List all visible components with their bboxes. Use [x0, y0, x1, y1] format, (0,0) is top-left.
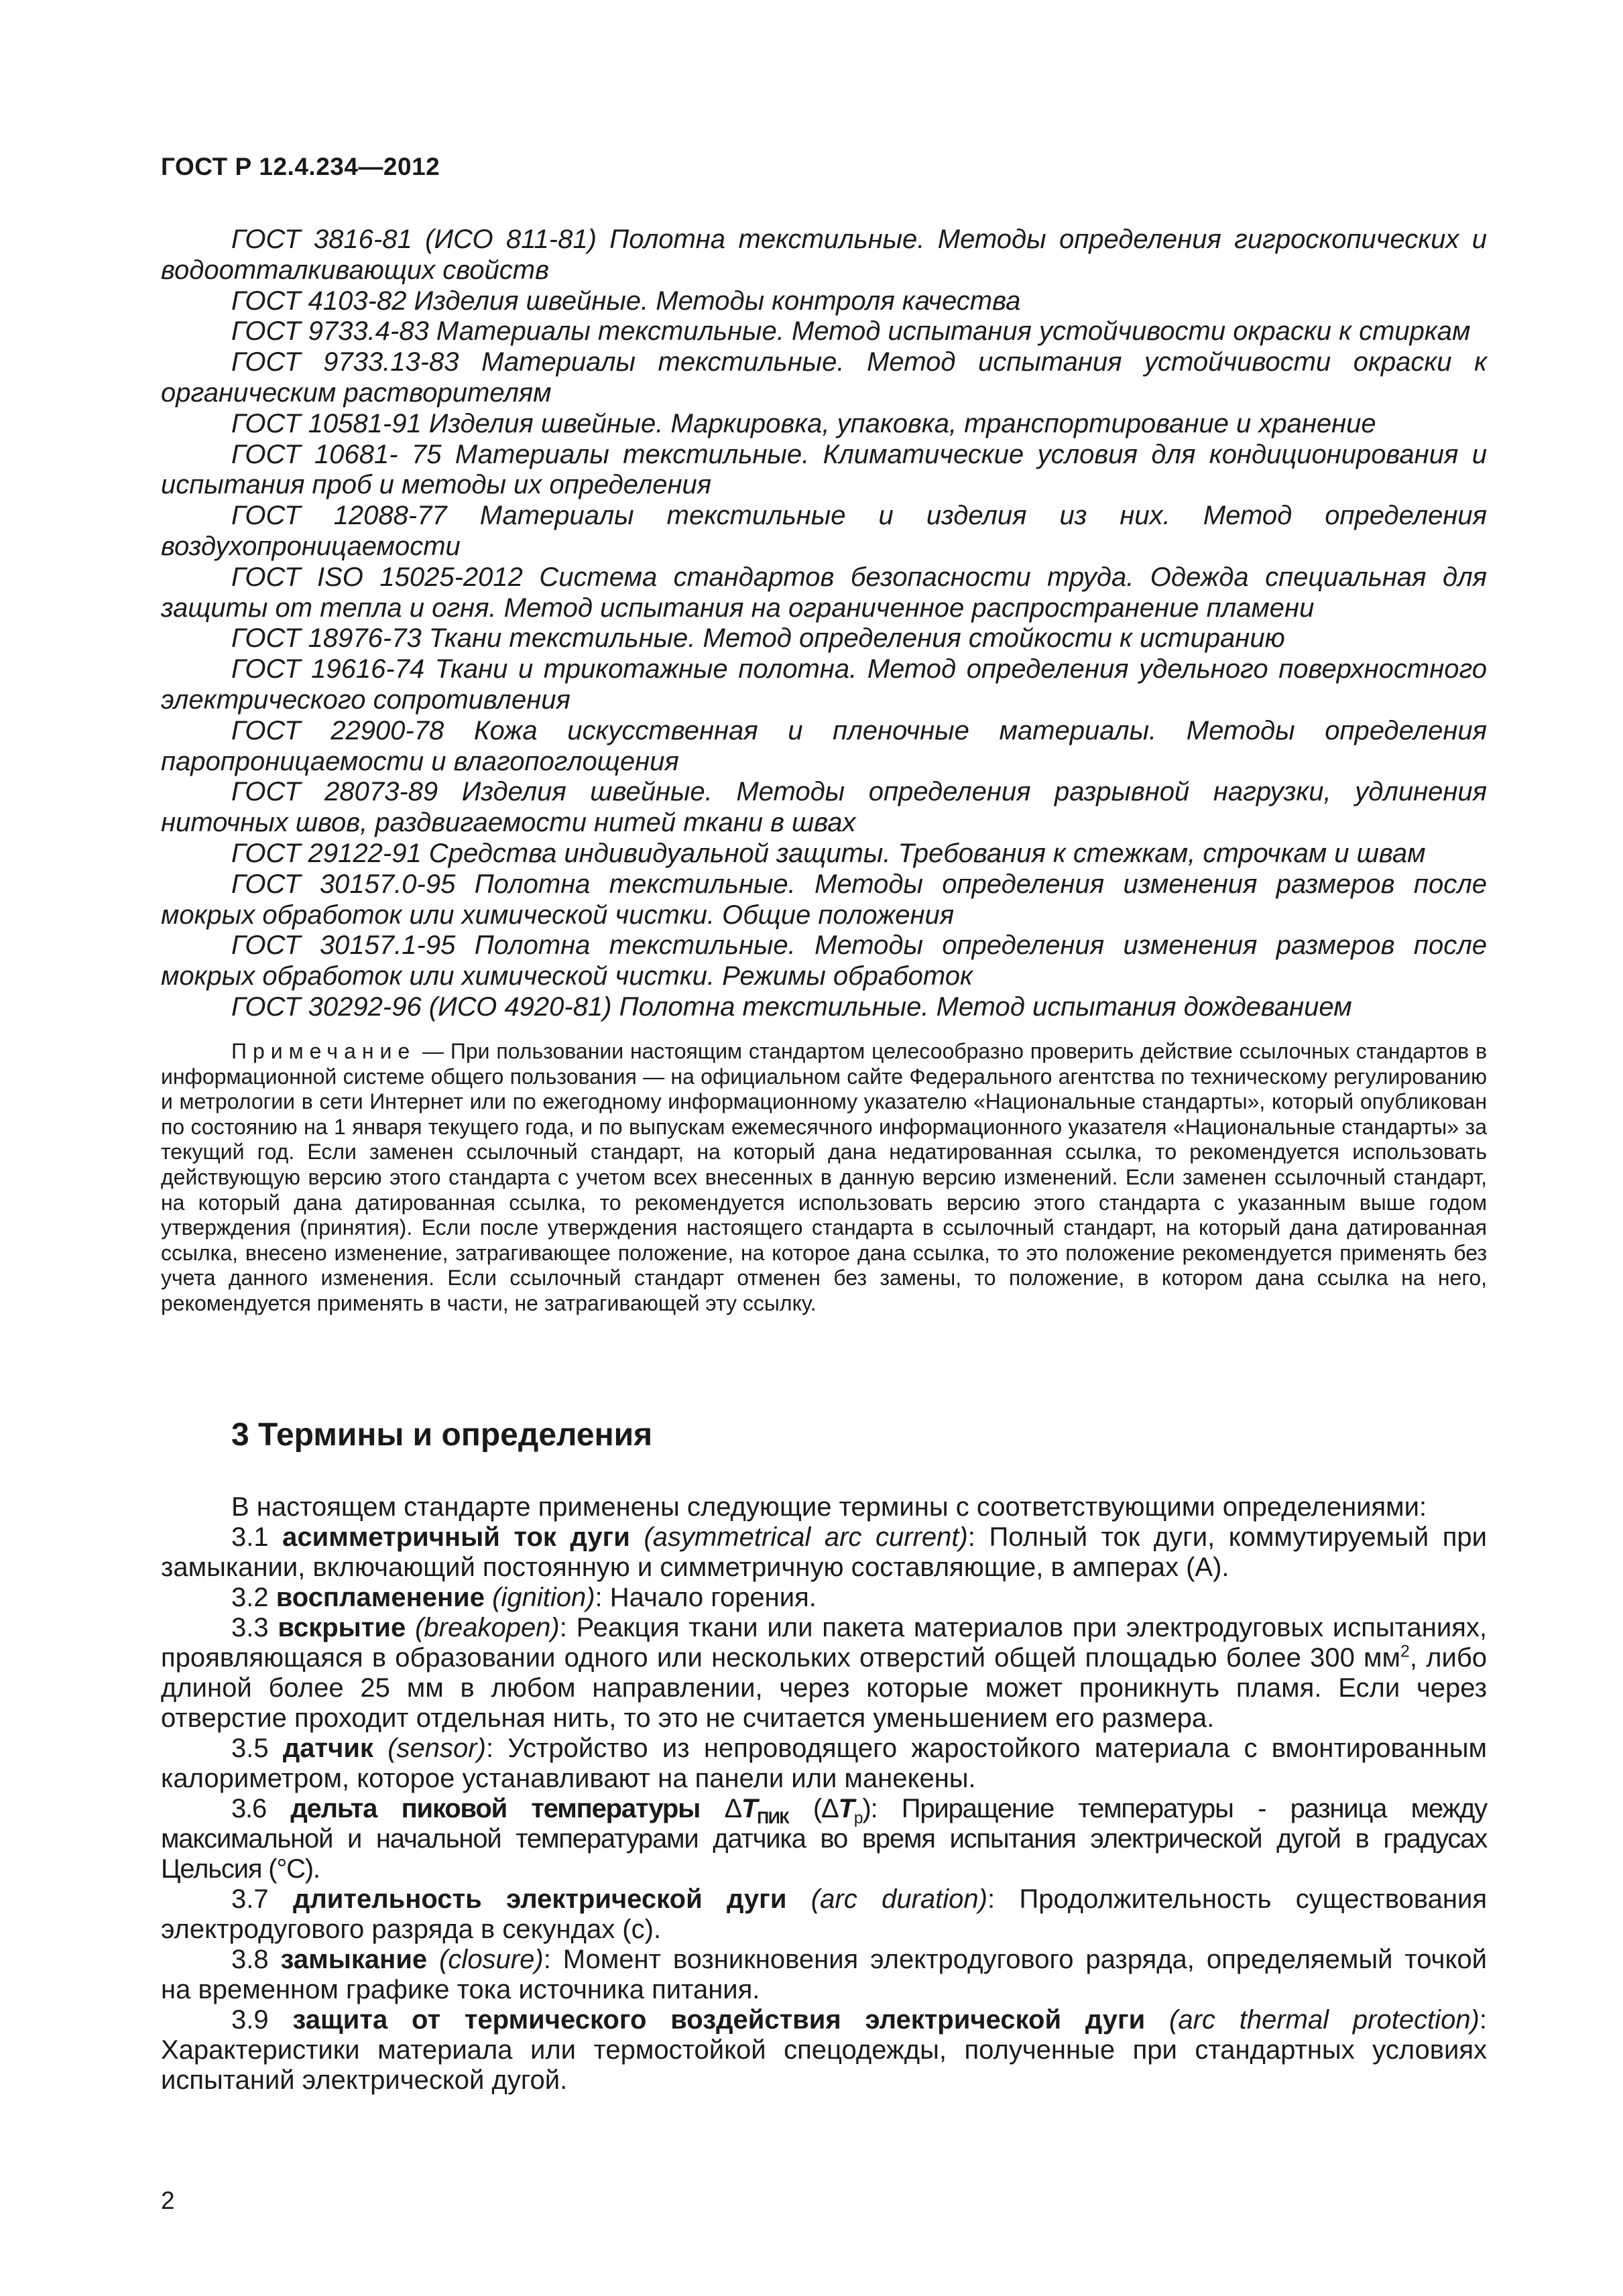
reference-item: ГОСТ ISO 15025-2012 Система стандартов безопасности труда. Одежда специальная для защиты от тепла и огня. Метод испытания на ограниченное распространение пламени: [161, 562, 1487, 623]
term-name: вскрытие: [278, 1613, 406, 1642]
term-definition-cont: , либо длиной более 25 мм в любом направлении, через которые может проникнуть пламя. Если через отверстие проходит отдельная нить, то это не считается уменьшением его размера.: [161, 1643, 1487, 1733]
term-name: замыкание: [280, 1945, 428, 1974]
terms-definitions: [161, 1492, 1487, 2096]
term-name: защита от термического воздействия электрической дуги: [292, 2005, 1146, 2035]
note-dash: —: [416, 1039, 450, 1063]
note-paragraph: [161, 1039, 1487, 1317]
reference-item: ГОСТ 12088-77 Материалы текстильные и изделия из них. Метод определения воздухопроницаемости: [161, 501, 1487, 561]
term-definition: : Продолжительность существования электродугового разряда в секундах (с).: [161, 1884, 1488, 1944]
terms-intro: В настоящем стандарте применены следующие термины с соответствующими определениями:: [231, 1492, 1427, 1522]
temperature-symbol: T: [741, 1794, 758, 1823]
term-english: (sensor): [373, 1734, 486, 1763]
reference-item: ГОСТ 10681- 75 Материалы текстильные. Климатические условия для кондиционирования и испытания проб и методы их определения: [161, 439, 1487, 500]
reference-item: ГОСТ 22900-78 Кожа искусственная и пленочные материалы. Методы определения паропроницаемости и влагопоглощения: [161, 715, 1487, 776]
term-number: 3.5: [231, 1734, 283, 1763]
term-number: 3.9: [231, 2005, 293, 2035]
reference-item: ГОСТ 4103-82 Изделия швейные. Методы контроля качества: [231, 286, 1021, 316]
term-definition: : Характеристики материала или термостойкой спецодежды, полученные при стандартных условиях испытаний электрической дугой.: [161, 2005, 1488, 2095]
reference-item: ГОСТ 30292-96 (ИСО 4920-81) Полотна текстильные. Метод испытания дождеванием: [231, 991, 1352, 1022]
reference-item: ГОСТ 18976-73 Ткани текстильные. Метод определения стойкости к истиранию: [231, 623, 1285, 654]
document-code: ГОСТ Р 12.4.234—2012: [161, 153, 440, 180]
note-label: Примечание: [231, 1039, 416, 1063]
term-entry: [161, 1734, 1487, 1794]
term-entry: [161, 1884, 1487, 1945]
paren-close: ): [862, 1794, 871, 1823]
term-definition: : Устройство из непроводящего жаростойкого материала с вмонтированным калориметром, которое устанавливают на панели или манекены.: [161, 1734, 1488, 1793]
term-number: 3.8: [231, 1945, 281, 1974]
section-heading: 3 Термины и определения: [231, 1417, 653, 1453]
reference-item: ГОСТ 3816-81 (ИСО 811-81) Полотна текстильные. Методы определения гигроскопических и водоотталкивающих свойств: [161, 225, 1487, 285]
term-name: воспламенение: [276, 1583, 485, 1612]
term-english: (closure): [427, 1945, 544, 1974]
term-name: асимметричный ток дуги: [282, 1522, 630, 1552]
paren-open: (Δ: [788, 1794, 839, 1823]
reference-item: ГОСТ 30157.1-95 Полотна текстильные. Методы определения изменения размеров после мокрых обработок или химической чистки. Режимы обработок: [161, 930, 1487, 991]
term-entry: [161, 1945, 1487, 2005]
normative-references-list: [161, 225, 1487, 1023]
term-entry: [161, 1583, 1487, 1613]
term-definition: : Начало горения.: [595, 1583, 817, 1612]
term-entry: [161, 1522, 1487, 1583]
term-definition: : Приращение температуры - разница между максимальной и начальной температурами датчика во время испытания электрической дугой в градусах Цельсия (°С).: [161, 1794, 1487, 1884]
reference-item: ГОСТ 9733.4-83 Материалы текстильные. Метод испытания устойчивости окраски к стиркам: [231, 316, 1471, 347]
term-english: (asymmetrical arc current): [629, 1522, 968, 1552]
references-note: [161, 1039, 1487, 1317]
reference-item: ГОСТ 30157.0-95 Полотна текстильные. Методы определения изменения размеров после мокрых обработок или химической чистки. Общие положения: [161, 869, 1487, 930]
term-entry: [161, 1794, 1487, 1884]
term-definition: : Момент возникновения электродугового разряда, определяемый точкой на временном графике тока источника питания.: [161, 1945, 1488, 2004]
subscript-r: р: [853, 1809, 863, 1827]
term-number: 3.1: [231, 1522, 283, 1552]
term-entry: [161, 2005, 1487, 2096]
page-number: 2: [161, 2187, 175, 2214]
reference-item: ГОСТ 9733.13-83 Материалы текстильные. Метод испытания устойчивости окраски к органическим растворителям: [161, 347, 1487, 408]
term-number: 3.3: [231, 1613, 278, 1642]
term-english: (ignition): [485, 1583, 595, 1612]
term-definition: : Полный ток дуги, коммутируемый при замыкании, включающий постоянную и симметричную составляющие, в амперах (А).: [161, 1522, 1488, 1582]
term-english: (breakopen): [406, 1613, 560, 1642]
term-name: длительность электрической дуги: [293, 1884, 787, 1914]
term-number: 3.7: [231, 1884, 293, 1914]
term-name: датчик: [282, 1734, 373, 1763]
term-number: 3.2: [231, 1583, 276, 1612]
reference-item: ГОСТ 28073-89 Изделия швейные. Методы определения разрывной нагрузки, удлинения ниточных швов, раздвигаемости нитей ткани в швах: [161, 777, 1487, 838]
term-english: (arc thermal protection): [1145, 2005, 1480, 2035]
reference-item: ГОСТ 19616-74 Ткани и трикотажные полотна. Метод определения удельного поверхностного электрического сопротивления: [161, 654, 1487, 715]
term-definition: : Реакция ткани или пакета материалов при электродуговых испытаниях, проявляющаяся в образовании одного или нескольких отверстий общей площадью более 300 мм: [161, 1613, 1487, 1673]
note-text: При пользовании настоящим стандартом целесообразно проверить действие ссылочных стандартов в информационной системе общего пользования — на официальном сайте Федерального агентства по техническому регулированию и метрологии в сети Интернет или по ежегодному информационному указателю «Национальные стандарты», который опубликован по состоянию на 1 января текущего года, и по выпускам ежемесячного информационного указателя «Национальные стандарты» за текущий год. Если заменен ссылочный стандарт, на который дана недатированная ссылка, то рекомендуется использовать действующую версию этого стандарта с учетом всех внесенных в данную версию изменений. Если заменен ссылочный стандарт, на который дана датированная ссылка, то рекомендуется использовать версию этого стандарта с указанным выше годом утверждения (принятия). Если после утверждения настоящего стандарта в ссылочный стандарт, на который дана датированная ссылка, внесено изменение, затрагивающее положение, на которое дана ссылка, то это положение рекомендуется применять без учета данного изменения. Если ссылочный стандарт отменен без замены, то положение, в котором дана ссылка на него, рекомендуется применять в части, не затрагивающей эту ссылку.: [161, 1039, 1487, 1315]
subscript-peak: ПИК: [757, 1809, 789, 1827]
reference-item: ГОСТ 10581-91 Изделия швейные. Маркировка, упаковка, транспортирование и хранение: [231, 408, 1376, 438]
term-english: (arc duration): [786, 1884, 987, 1914]
term-entry: [161, 1613, 1487, 1734]
reference-item: ГОСТ 29122-91 Средства индивидуальной защиты. Требования к стежкам, строчкам и швам: [231, 838, 1426, 868]
delta-symbol: Δ: [700, 1794, 741, 1823]
temperature-symbol: T: [838, 1794, 854, 1823]
superscript-unit: 2: [1400, 1642, 1410, 1661]
term-name: дельта пиковой температуры: [290, 1794, 701, 1823]
term-number: 3.6: [231, 1794, 291, 1823]
